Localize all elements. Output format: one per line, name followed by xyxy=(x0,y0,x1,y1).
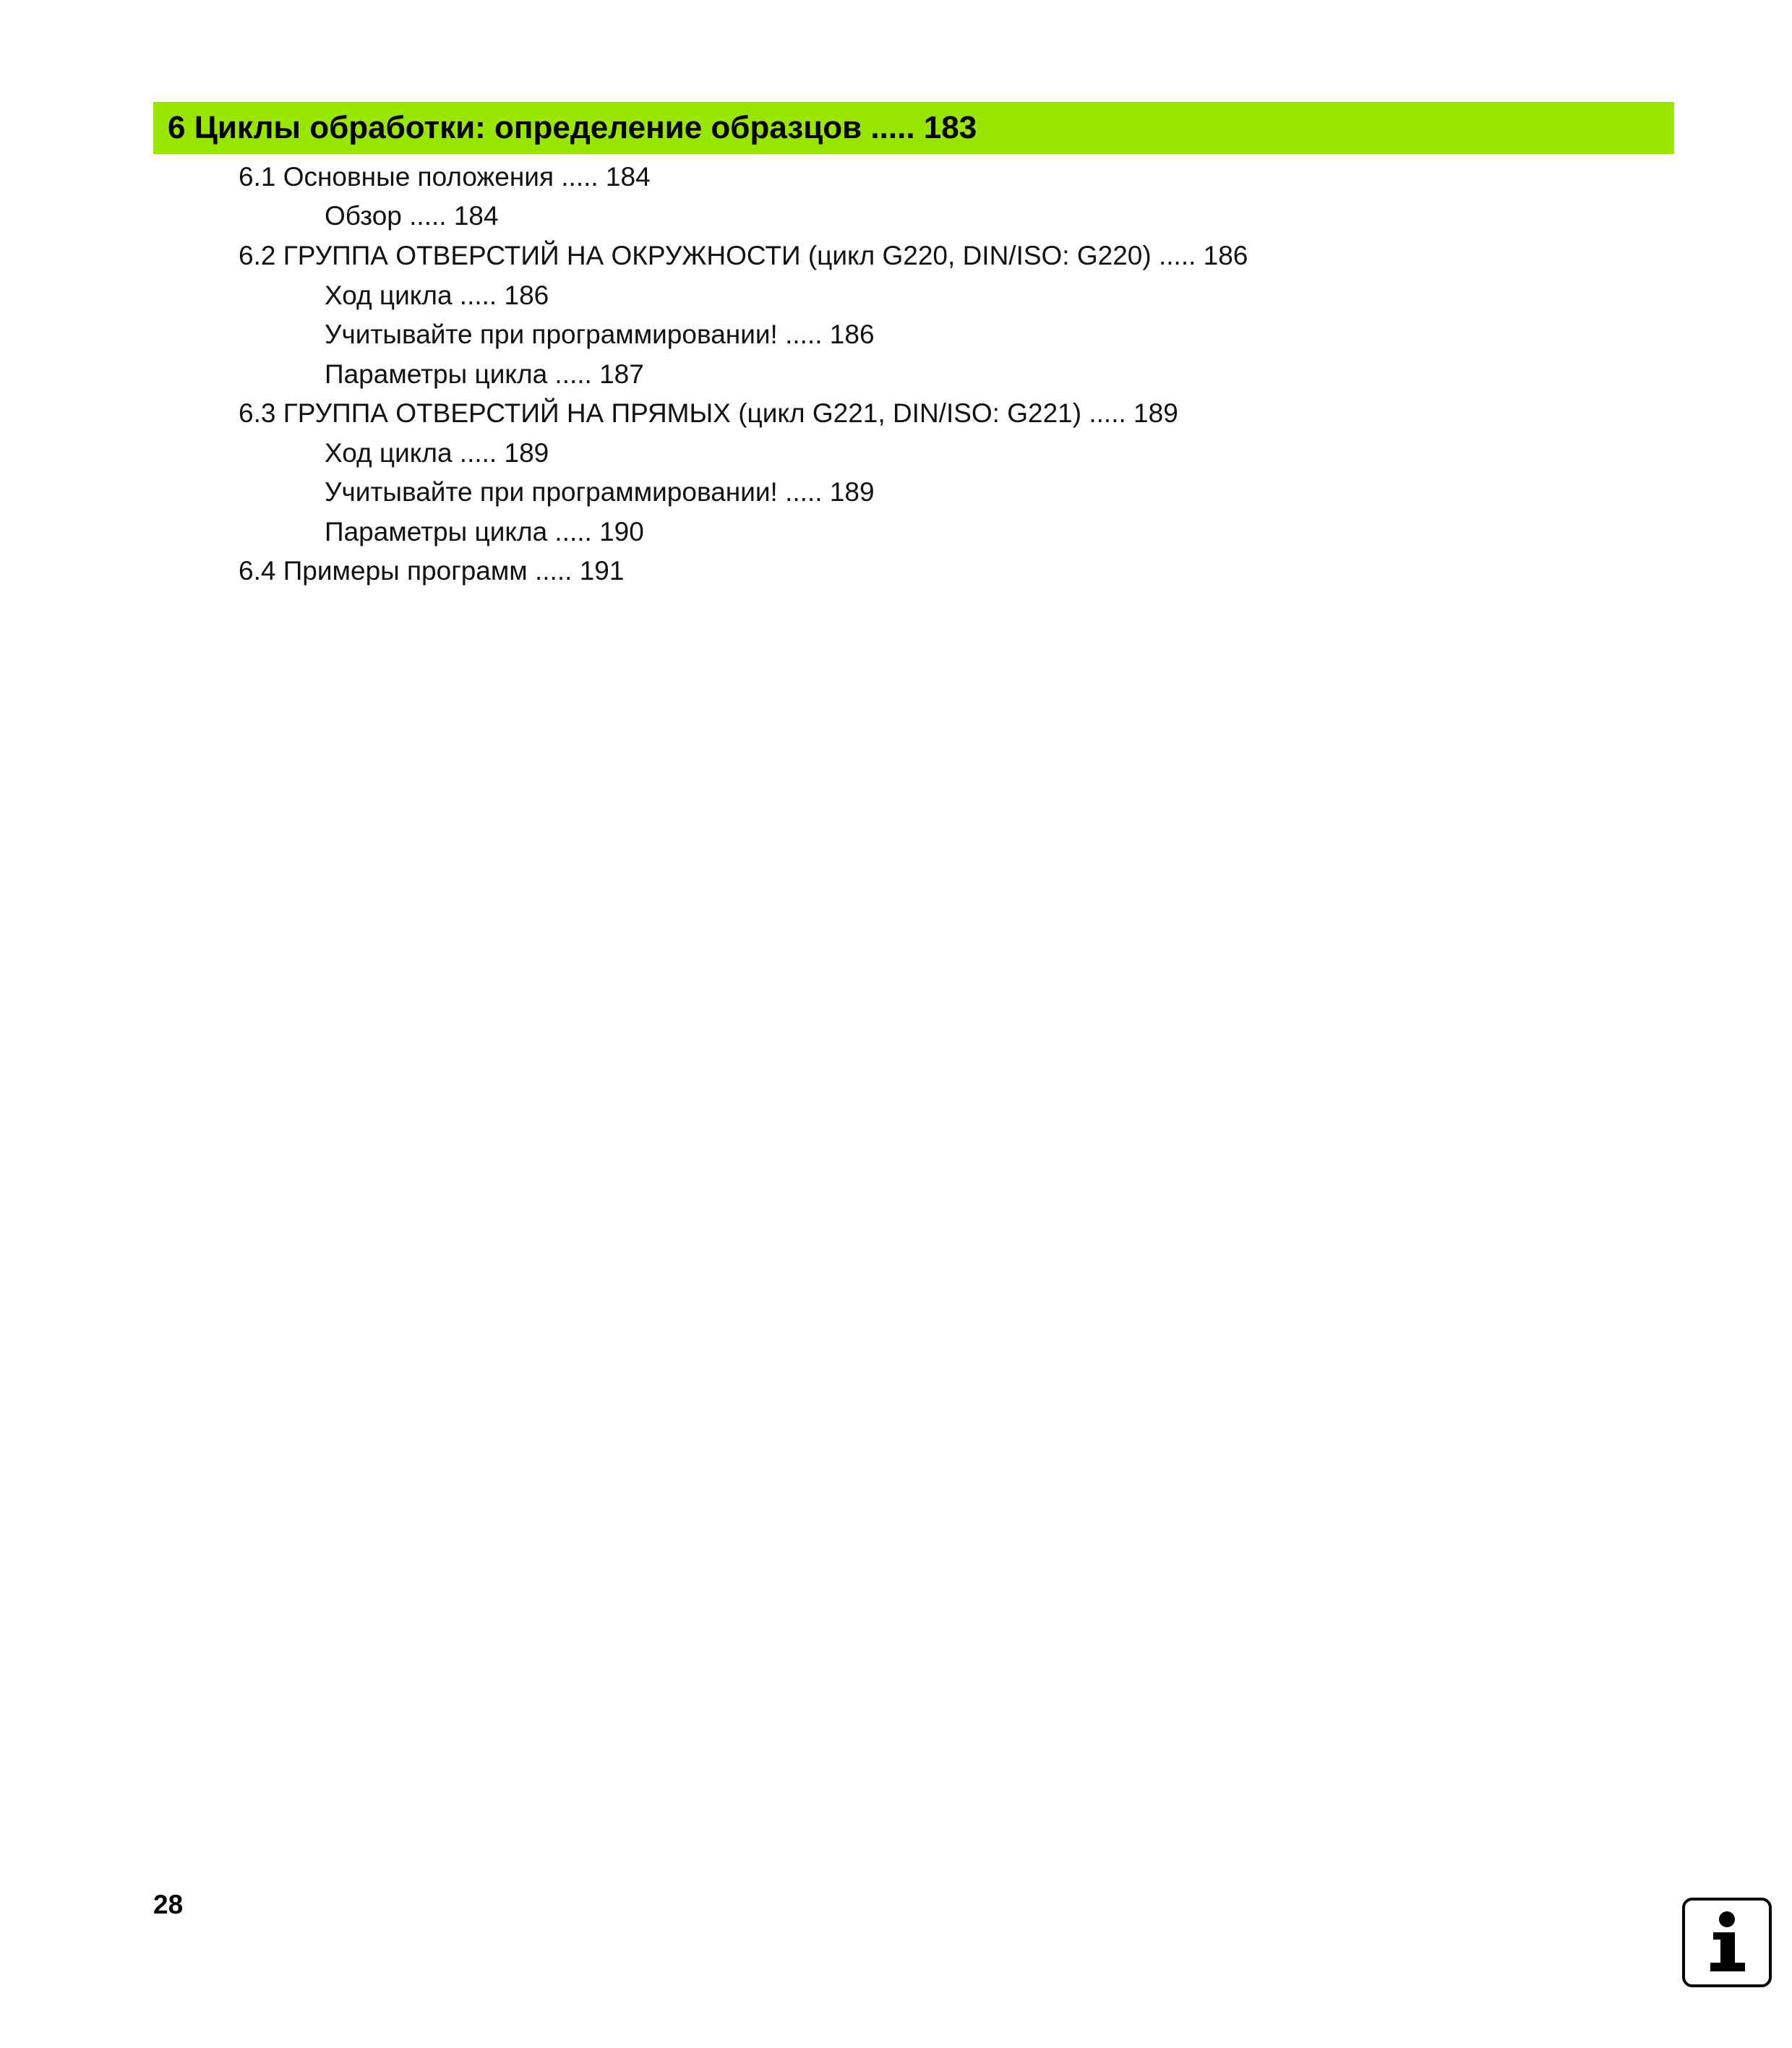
toc-entry[interactable]: 6.2 ГРУППА ОТВЕРСТИЙ НА ОКРУЖНОСТИ (цикл G220, DIN/ISO: G220) ..... 186 xyxy=(239,241,1248,270)
toc-entry[interactable]: Обзор ..... 184 xyxy=(325,201,499,231)
toc-entry[interactable]: Ход цикла ..... 186 xyxy=(325,280,549,310)
info-glyph xyxy=(1685,1901,1769,1984)
toc-entry[interactable]: Учитывайте при программировании! ..... 186 xyxy=(325,320,875,349)
toc-entry[interactable]: 6.1 Основные положения ..... 184 xyxy=(239,162,651,192)
toc-entry[interactable]: Параметры цикла ..... 190 xyxy=(325,517,644,547)
toc-entry[interactable]: 6.3 ГРУППА ОТВЕРСТИЙ НА ПРЯМЫХ (цикл G221, DIN/ISO: G221) ..... 189 xyxy=(239,398,1178,428)
toc-entry[interactable]: Ход цикла ..... 189 xyxy=(325,438,549,468)
toc-entry[interactable]: Параметры цикла ..... 187 xyxy=(325,359,644,389)
page-number: 28 xyxy=(153,1890,184,1919)
toc-entry[interactable]: 6.4 Примеры программ ..... 191 xyxy=(239,556,625,586)
chapter-title[interactable]: 6 Циклы обработки: определение образцов ..... 183 xyxy=(168,110,977,145)
toc-entry[interactable]: Учитывайте при программировании! ..... 189 xyxy=(325,477,875,507)
info-icon xyxy=(1682,1898,1772,1987)
chapter-heading-bar xyxy=(153,102,1674,154)
